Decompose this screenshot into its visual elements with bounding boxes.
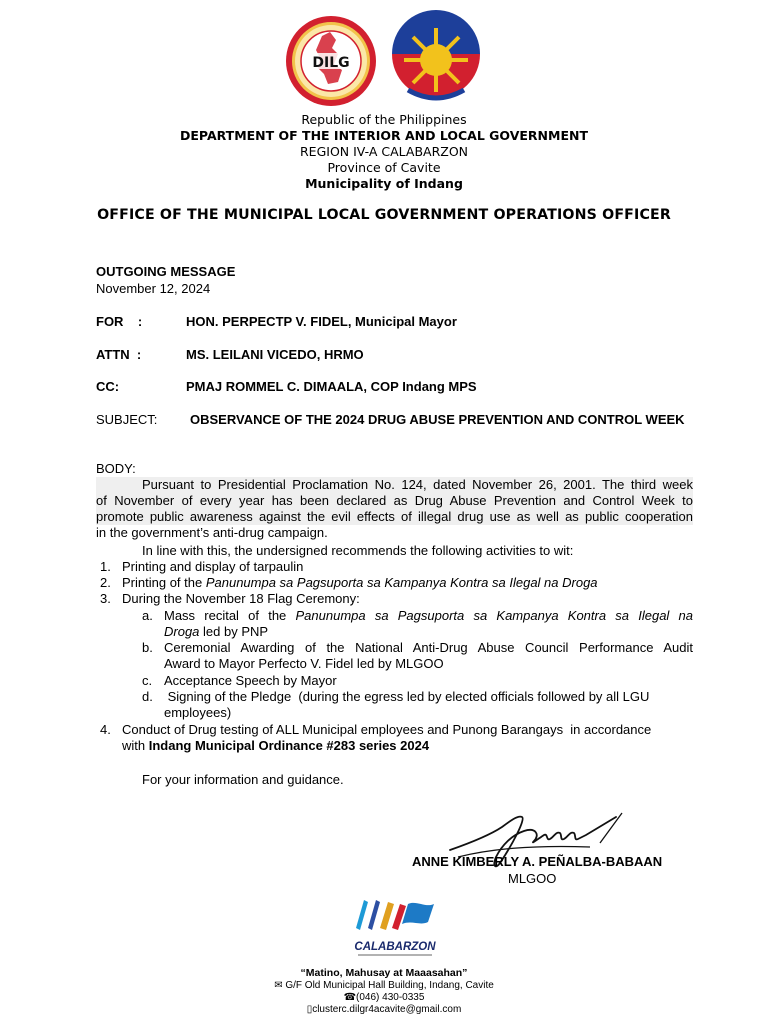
sub-item-text: Mass recital of the: [164, 608, 296, 623]
footer-phone-row: [0, 992, 768, 1005]
sub-list-letter: a.: [142, 608, 153, 623]
cc-label: CC:: [96, 379, 120, 394]
signatory-name: ANNE KIMBERLY A. PEÑALBA-BABAAN: [412, 854, 663, 869]
list-item: [100, 722, 693, 754]
sub-item-text: employees): [164, 705, 232, 720]
attn-label: ATTN :: [96, 347, 142, 362]
body-paragraph-1: [96, 477, 693, 541]
region-line: REGION IV-A CALABARZON: [299, 144, 469, 159]
mailbox-icon: ✉: [274, 980, 283, 991]
sub-item-text: Ceremonial Awarding of the National Anti-Drug Abuse Council Performance Audit: [164, 640, 693, 655]
footer-email: clusterc.dilgr4acavite@gmail.com: [312, 1004, 462, 1015]
message-type: OUTGOING MESSAGE: [96, 264, 236, 279]
footer-address: G/F Old Municipal Hall Building, Indang, Cavite: [285, 980, 494, 991]
message-date: November 12, 2024: [96, 281, 211, 296]
ordinance-reference: Indang Municipal Ordinance #283 series 2024: [148, 738, 430, 753]
department-line: DEPARTMENT OF THE INTERIOR AND LOCAL GOVERNMENT: [180, 128, 588, 143]
subject-value: OBSERVANCE OF THE 2024 DRUG ABUSE PREVENTION AND CONTROL WEEK: [190, 412, 685, 427]
para1-line-1: Pursuant to Presidential Proclamation No. 124, dated November 26, 2001. The third week: [96, 477, 693, 493]
for-value: HON. PERPECTP V. FIDEL, Municipal Mayor: [186, 314, 457, 329]
cc-value: PMAJ ROMMEL C. DIMAALA, COP Indang MPS: [186, 379, 477, 394]
office-title: OFFICE OF THE MUNICIPAL LOCAL GOVERNMENT OPERATIONS OFFICER: [97, 207, 671, 223]
calabarzon-logo-text: CALABARZON: [354, 941, 436, 953]
dilg-seal-logo: [284, 14, 378, 108]
footer-email-row: [0, 1004, 768, 1017]
dilg-logo-text: DILG: [312, 55, 350, 71]
for-label: FOR :: [96, 314, 143, 329]
sub-item-text: Signing of the Pledge (during the egress led by elected officials followed by all LGU: [164, 689, 650, 704]
para1-line-4: in the government’s anti-drug campaign.: [96, 525, 328, 540]
municipality-line: Municipality of Indang: [305, 176, 463, 191]
footer-motto: “Matino, Mahusay at Maaasahan”: [300, 967, 468, 979]
province-line: Province of Cavite: [327, 160, 441, 175]
philippine-flag-sun-logo: [388, 10, 484, 106]
para1-line-2: of November of every year has been declared as Drug Abuse Prevention and Control Week to: [96, 493, 693, 508]
sub-item-italic: Panunumpa sa Pagsuporta sa Kampanya Kontra sa Ilegal na: [295, 608, 693, 623]
list-item-text: with: [122, 738, 149, 753]
calabarzon-logo: [350, 894, 440, 960]
list-number: 3.: [100, 591, 111, 606]
body-paragraph-2: In line with this, the undersigned recommends the following activities to wit:: [142, 543, 574, 558]
list-item-text: Conduct of Drug testing of ALL Municipal employees and Punong Barangays in accordance: [122, 722, 652, 737]
sub-item-italic: Droga: [164, 624, 200, 639]
sub-list-letter: d.: [142, 689, 153, 704]
attn-value: MS. LEILANI VICEDO, HRMO: [186, 347, 364, 362]
footer-address-row: [0, 980, 768, 993]
sub-list-letter: b.: [142, 640, 153, 655]
body-label: BODY:: [96, 461, 136, 476]
sub-list-item: [142, 608, 693, 640]
para1-line-3: promote public awareness against the evil effects of illegal drug use as well as public cooperation: [96, 509, 693, 524]
phone-icon: ☎: [343, 992, 357, 1003]
signatory-title: MLGOO: [508, 871, 557, 886]
list-number: 4.: [100, 722, 111, 737]
list-item-text: Printing of the: [122, 575, 206, 590]
list-number: 1.: [100, 559, 111, 574]
list-item-italic: Panunumpa sa Pagsuporta sa Kampanya Kontra sa Ilegal na Droga: [205, 575, 598, 590]
list-number: 2.: [100, 575, 111, 590]
sub-list-letter: c.: [142, 673, 153, 688]
republic-line: Republic of the Philippines: [301, 112, 467, 127]
sub-list-item: [142, 640, 693, 672]
sub-list-item: [142, 689, 693, 721]
footer-phone: (046) 430-0335: [356, 992, 425, 1003]
list-item-text: Printing and display of tarpaulin: [122, 559, 304, 574]
email-icon: ▯: [306, 1004, 313, 1015]
list-item-text: During the November 18 Flag Ceremony:: [122, 591, 360, 606]
sub-item-text: led by PNP: [199, 624, 269, 639]
sub-item-text: Award to Mayor Perfecto V. Fidel led by MLGOO: [164, 656, 444, 671]
subject-label: SUBJECT:: [96, 412, 158, 427]
sub-item-text: Acceptance Speech by Mayor: [164, 673, 337, 688]
closing-line: For your information and guidance.: [142, 772, 344, 787]
